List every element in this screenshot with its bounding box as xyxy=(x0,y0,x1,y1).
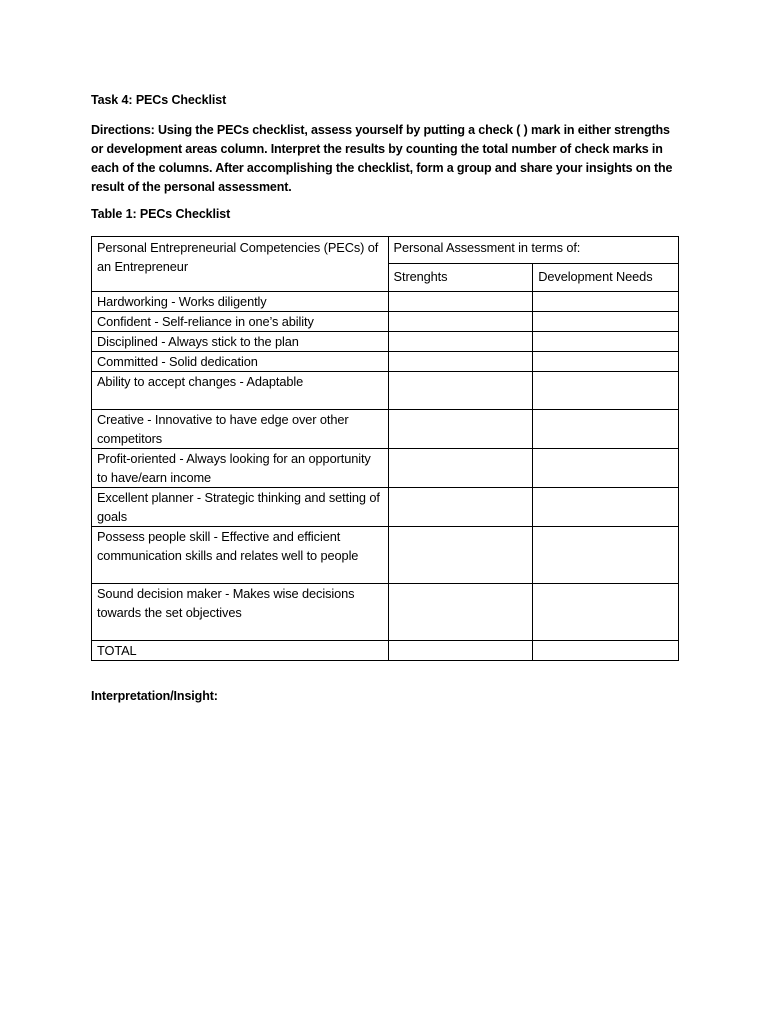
task-title: Task 4: PECs Checklist xyxy=(91,93,227,107)
competency-cell: Ability to accept changes - Adaptable xyxy=(92,372,389,410)
strengths-check-cell[interactable] xyxy=(388,372,533,410)
strengths-check-cell[interactable] xyxy=(388,449,533,488)
competency-cell: Excellent planner - Strategic thinking and setting of goals xyxy=(92,488,389,527)
directions-paragraph: Directions: Using the PECs checklist, assess yourself by putting a check ( ) mark in either strengths or development areas column. Interpret the results by counting the total number of check marks in each of the columns. After accomplishing the checklist, form a group and share your insights on the result of the personal assessment. xyxy=(91,123,673,194)
total-label-cell: TOTAL xyxy=(92,641,389,661)
competency-cell: Confident - Self-reliance in one’s ability xyxy=(92,312,389,332)
strengths-check-cell[interactable] xyxy=(388,312,533,332)
strengths-check-cell[interactable] xyxy=(388,332,533,352)
development-check-cell[interactable] xyxy=(533,488,679,527)
competency-cell: Sound decision maker - Makes wise decisions towards the set objectives xyxy=(92,584,389,641)
development-check-cell[interactable] xyxy=(533,332,679,352)
competency-cell: Hardworking - Works diligently xyxy=(92,292,389,312)
development-check-cell[interactable] xyxy=(533,584,679,641)
header-strengths: Strenghts xyxy=(388,264,533,292)
development-check-cell[interactable] xyxy=(533,312,679,332)
strengths-check-cell[interactable] xyxy=(388,352,533,372)
table-row xyxy=(92,312,679,332)
strengths-total-cell[interactable] xyxy=(388,641,533,661)
strengths-check-cell[interactable] xyxy=(388,410,533,449)
table-row xyxy=(92,488,679,527)
competency-cell: Creative - Innovative to have edge over other competitors xyxy=(92,410,389,449)
table-row xyxy=(92,584,679,641)
strengths-check-cell[interactable] xyxy=(388,527,533,584)
table-header-row xyxy=(92,237,679,264)
header-competencies: Personal Entrepreneurial Competencies (PECs) of an Entrepreneur xyxy=(92,237,389,292)
development-check-cell[interactable] xyxy=(533,410,679,449)
table-caption: Table 1: PECs Checklist xyxy=(91,207,231,221)
competency-cell: Profit-oriented - Always looking for an opportunity to have/earn income xyxy=(92,449,389,488)
table-row xyxy=(92,449,679,488)
table-row xyxy=(92,352,679,372)
development-check-cell[interactable] xyxy=(533,292,679,312)
table-row xyxy=(92,527,679,584)
table-row xyxy=(92,292,679,312)
strengths-check-cell[interactable] xyxy=(388,488,533,527)
development-check-cell[interactable] xyxy=(533,372,679,410)
development-check-cell[interactable] xyxy=(533,352,679,372)
competency-cell: Possess people skill - Effective and efficient communication skills and relates well to people xyxy=(92,527,389,584)
header-development-needs: Development Needs xyxy=(533,264,679,292)
header-assessment: Personal Assessment in terms of: xyxy=(388,237,678,264)
strengths-check-cell[interactable] xyxy=(388,292,533,312)
table-row xyxy=(92,410,679,449)
pecs-checklist-table xyxy=(91,236,679,661)
development-total-cell[interactable] xyxy=(533,641,679,661)
competency-cell: Disciplined - Always stick to the plan xyxy=(92,332,389,352)
development-check-cell[interactable] xyxy=(533,449,679,488)
competency-cell: Committed - Solid dedication xyxy=(92,352,389,372)
table-total-row xyxy=(92,641,679,661)
development-check-cell[interactable] xyxy=(533,527,679,584)
strengths-check-cell[interactable] xyxy=(388,584,533,641)
table-row xyxy=(92,372,679,410)
interpretation-label: Interpretation/Insight: xyxy=(91,689,218,703)
table-row xyxy=(92,332,679,352)
